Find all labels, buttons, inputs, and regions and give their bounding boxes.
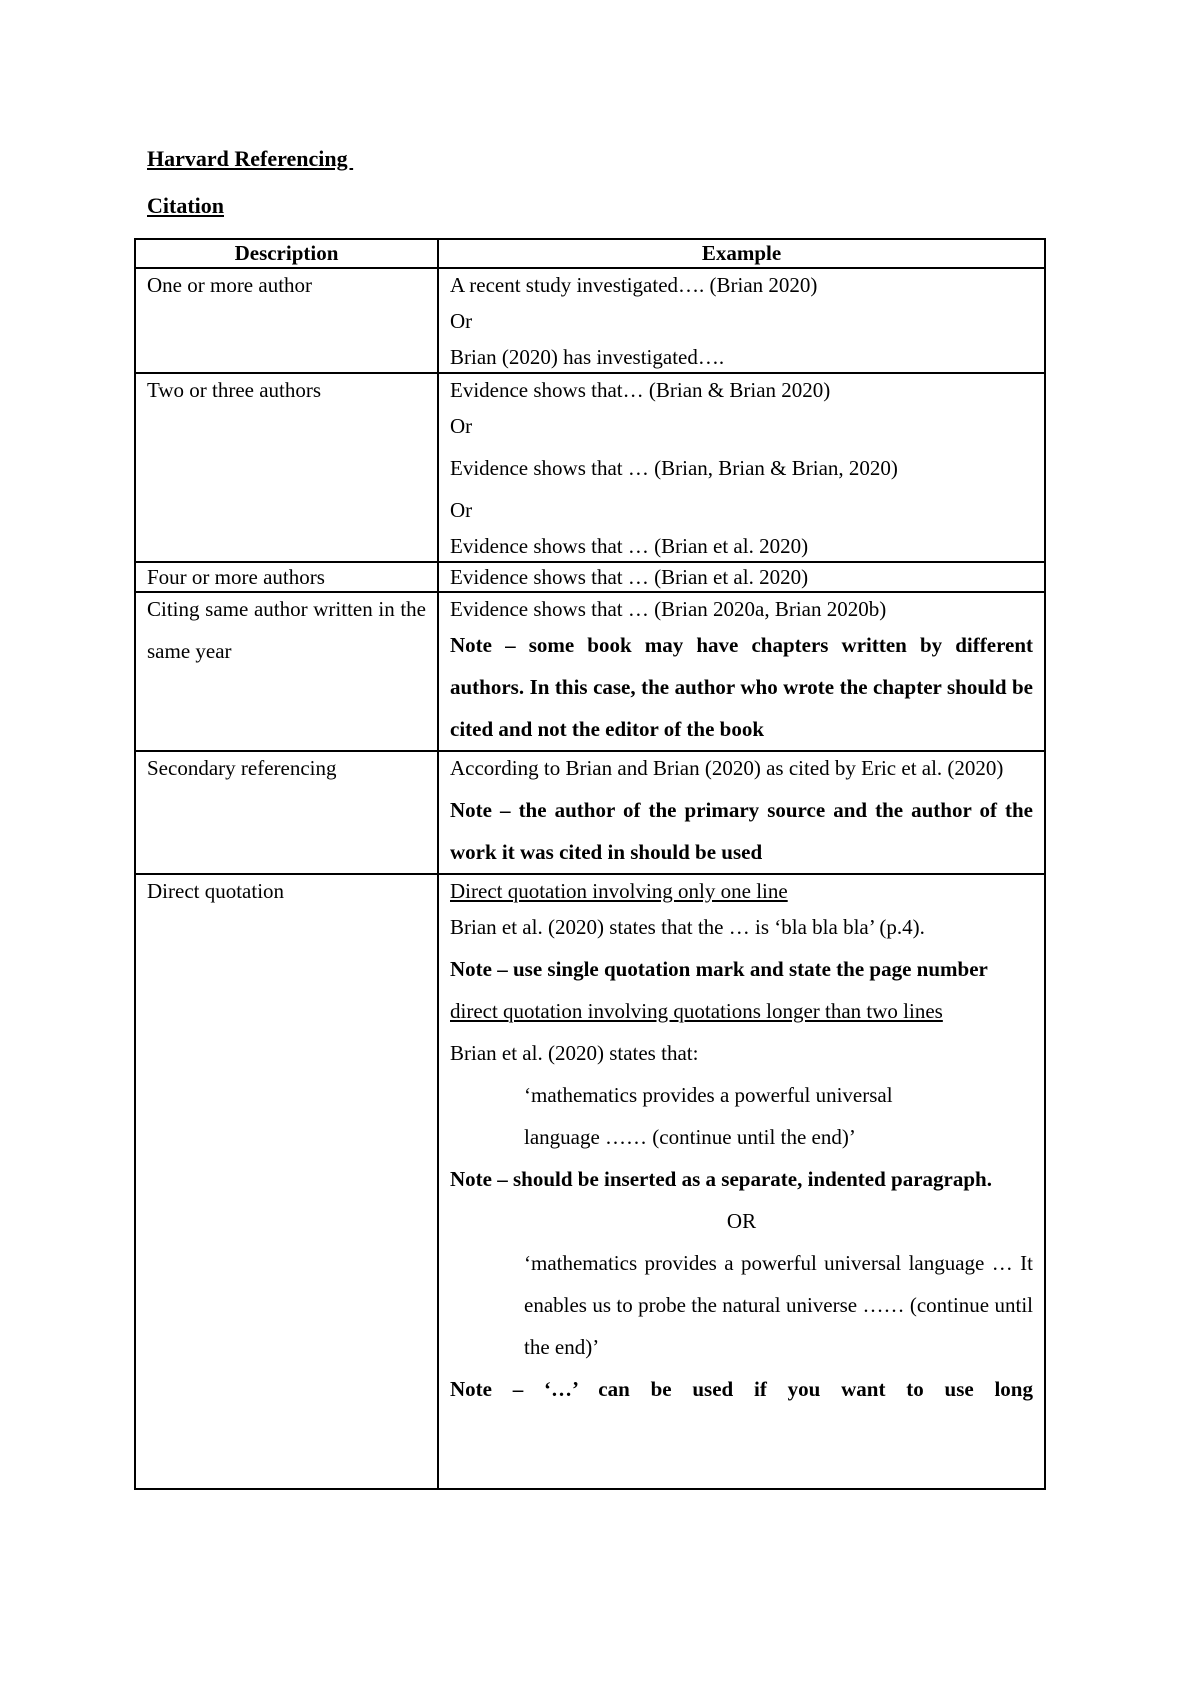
or-separator: OR: [726, 1209, 757, 1233]
example-line: Or: [450, 414, 473, 438]
section-heading-citation: Citation: [147, 193, 224, 218]
note-text: Note – the author of the primary source and the author of the work it was cited in should be used: [450, 798, 1033, 864]
example-line: According to Brian and Brian (2020) as cited by Eric et al. (2020): [450, 756, 1004, 780]
row-example: [438, 562, 1045, 592]
row-description: Four or more authors: [135, 562, 438, 592]
column-header-description: Description: [135, 239, 438, 268]
indented-quote: ‘mathematics provides a powerful universal language …… (continue until the end)’: [524, 1083, 893, 1149]
example-line: Brian et al. (2020) states that the … is ‘bla bla bla’ (p.4).: [450, 915, 925, 939]
example-line: A recent study investigated…. (Brian 2020): [450, 273, 818, 297]
row-description: Citing same author written in the same year: [135, 592, 438, 751]
row-description: Secondary referencing: [135, 751, 438, 874]
row-description: Direct quotation: [135, 874, 438, 1489]
row-description: Two or three authors: [135, 373, 438, 562]
example-line: Evidence shows that … (Brian et al. 2020): [450, 534, 809, 558]
subheading-one-line: Direct quotation involving only one line: [450, 879, 788, 903]
row-example: [438, 751, 1045, 874]
example-line: Evidence shows that… (Brian & Brian 2020): [450, 378, 831, 402]
column-header-example: Example: [438, 239, 1045, 268]
note-text: Note – ‘…’ can be used if you want to use long: [450, 1377, 1033, 1401]
table-header-row: [135, 239, 1045, 268]
subheading-long-quote: direct quotation involving quotations longer than two lines: [450, 999, 943, 1023]
table-row: [135, 874, 1045, 1489]
example-line: Or: [450, 498, 473, 522]
example-line: Evidence shows that … (Brian et al. 2020): [450, 565, 809, 589]
table-row: [135, 751, 1045, 874]
document-title: Harvard Referencing: [147, 146, 354, 171]
citation-table: [134, 238, 1046, 1490]
table-row: [135, 268, 1045, 373]
example-line: Evidence shows that … (Brian, Brian & Brian, 2020): [450, 456, 898, 480]
row-example: [438, 268, 1045, 373]
table-row: [135, 373, 1045, 562]
example-line: Brian (2020) has investigated….: [450, 345, 725, 369]
row-example: [438, 373, 1045, 562]
example-line: Or: [450, 309, 473, 333]
row-description: One or more author: [135, 268, 438, 373]
row-example: [438, 874, 1045, 1489]
direct-quotation-content: [450, 876, 1033, 1488]
table-row: [135, 592, 1045, 751]
example-line: Evidence shows that … (Brian 2020a, Brian 2020b): [450, 597, 887, 621]
row-example: [438, 592, 1045, 751]
example-line: Brian et al. (2020) states that:: [450, 1041, 699, 1065]
note-text: Note – some book may have chapters written by different authors. In this case, the author who wrote the chapter should be cited and not the editor of the book: [450, 633, 1033, 741]
indented-quote: ‘mathematics provides a powerful universal language … It enables us to probe the natural universe …… (continue until the end)’: [524, 1251, 1033, 1359]
note-text: Note – should be inserted as a separate, indented paragraph.: [450, 1167, 992, 1191]
note-text: Note – use single quotation mark and state the page number: [450, 957, 988, 981]
